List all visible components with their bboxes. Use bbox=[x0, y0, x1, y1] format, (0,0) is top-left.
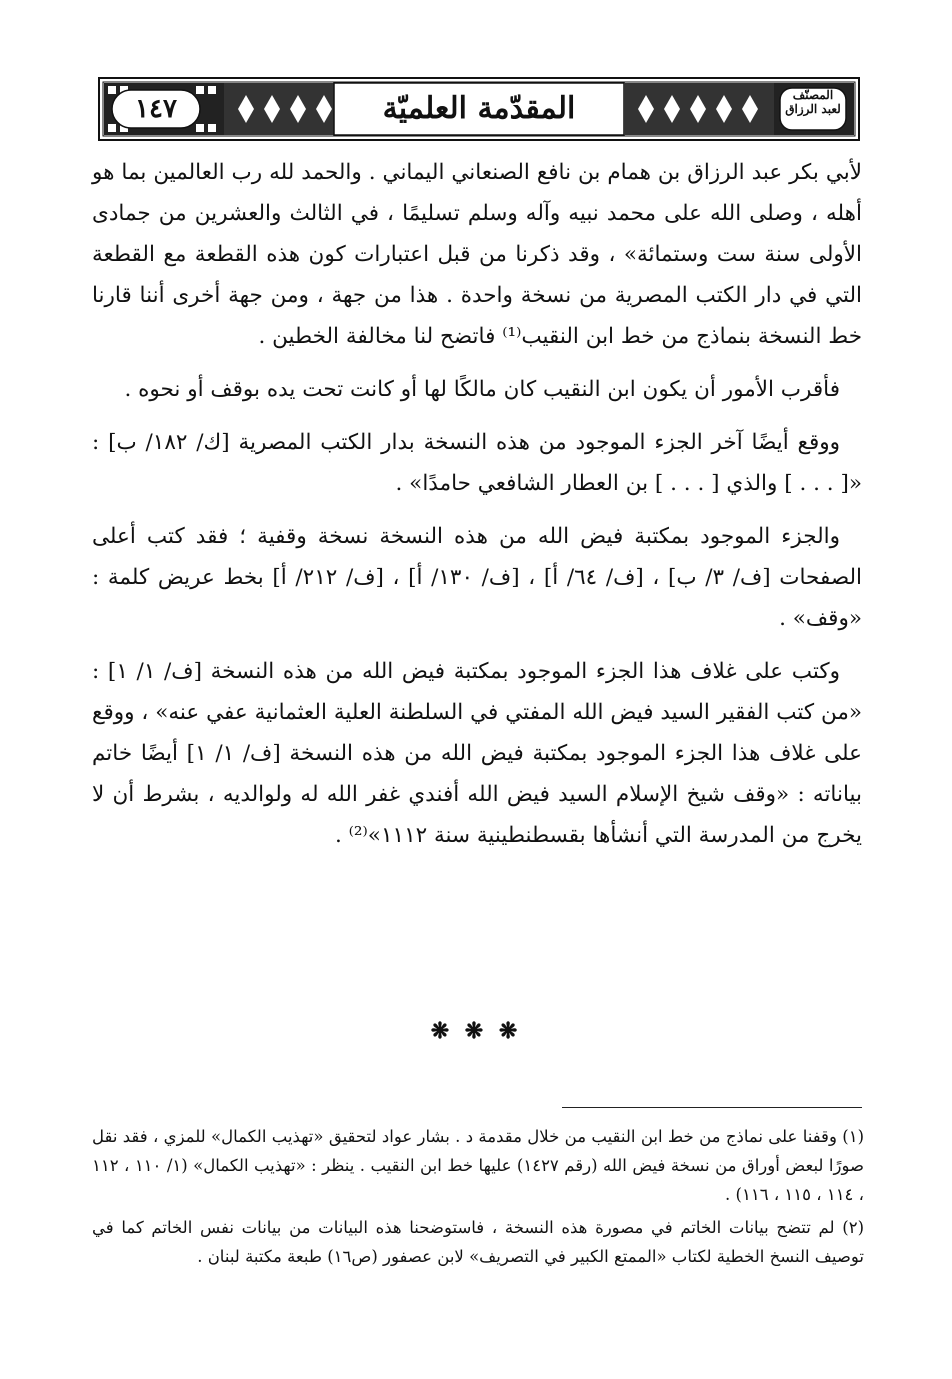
main-text bbox=[92, 152, 862, 868]
paragraph-2: فأقرب الأمور أن يكون ابن النقيب كان مالكًا لها أو كانت تحت يده بوقف أو نحوه . bbox=[124, 377, 840, 402]
paragraph-4: والجزء الموجود بمكتبة فيض الله من هذه النسخة نسخة وقفية ؛ فقد كتب أعلى الصفحات [ف/ ٣/ ب] ، [ف/ ٦٤/ أ] ، [ف/ ١٣٠/ أ] ، [ف/ ٢١٢/ أ] بخط عريض كلمة : «وقف» . bbox=[92, 524, 862, 631]
logo-line-1: المصنّف bbox=[792, 88, 834, 102]
section-separator: ❋ ❋ ❋ bbox=[430, 1018, 522, 1044]
page-header bbox=[98, 74, 860, 144]
page-number: ١٤٧ bbox=[135, 94, 177, 124]
footnote-2: (٢) لم تتضح بيانات الخاتم في مصورة هذه النسخة ، فاستوضحنا هذه البيانات من بيانات نفس الخاتم كما في توصيف النسخ الخطية لكتاب «الممتع الكبير في التصريف» لابن عصفور (ص١٦) طبعة مكتبة لبنان . bbox=[92, 1218, 864, 1266]
footnotes bbox=[92, 1122, 864, 1275]
running-title: المقدّمة العلميّة bbox=[382, 91, 576, 126]
paragraph-5: وكتب على غلاف هذا الجزء الموجود بمكتبة فيض الله من هذه النسخة [ف/ ١/ ١] : «من كتب الفقير السيد فيض الله المفتي في السلطنة العلية العثمانية عفي عنه» ، ووقع على غلاف هذا الجزء الموجود بمكتبة فيض الله من هذه النسخة [ف/ ١/ ١] أيضًا خاتم بياناته : «وقف شيخ الإسلام السيد فيض الله أفندي غفر الله له ولوالديه ، بشرط أن لا يخرج من المدرسة التي أنشأها بقسطنطينية سنة ١١١٢»⁽²⁾ . bbox=[92, 659, 863, 848]
footnote-1: (١) وقفنا على نماذج من خط ابن النقيب من خلال مقدمة د . بشار عواد لتحقيق «تهذيب الكمال» للمزي ، فقد نقل صورًا لبعض أوراق من نسخة فيض الله (رقم ١٤٢٧) عليها خط ابن النقيب . ينظر : «تهذيب الكمال» (١/ ١١٠ ، ١١٢ ، ١١٤ ، ١١٥ ، ١١٦) . bbox=[92, 1127, 864, 1204]
footnote-rule bbox=[562, 1107, 862, 1108]
paragraph-3: ووقع أيضًا آخر الجزء الموجود من هذه النسخة بدار الكتب المصرية [ك/ ١٨٢/ ب] : «[ . . . ] والذي [ . . . ] بن العطار الشافعي حامدًا» . bbox=[92, 430, 862, 496]
series-logo bbox=[780, 88, 846, 130]
logo-line-2: لعبد الرزاق bbox=[785, 102, 841, 116]
paragraph-1: لأبي بكر عبد الرزاق بن همام بن نافع الصنعاني اليماني . والحمد لله رب العالمين بما هو أهله ، وصلى الله على محمد نبيه وآله وسلم تسليمًا ، في الثالث والعشرين من جمادى الأولى سنة ست وستمائة» ، وقد ذكرنا من قبل اعتبارات كون هذه القطعة مع القطعة التي في دار الكتب المصرية من نسخة واحدة . هذا من جهة ، ومن جهة أخرى أننا قارنا خط النسخة بنماذج من خط ابن النقيب⁽¹⁾ فاتضح لنا مخالفة الخطين . bbox=[92, 160, 862, 349]
